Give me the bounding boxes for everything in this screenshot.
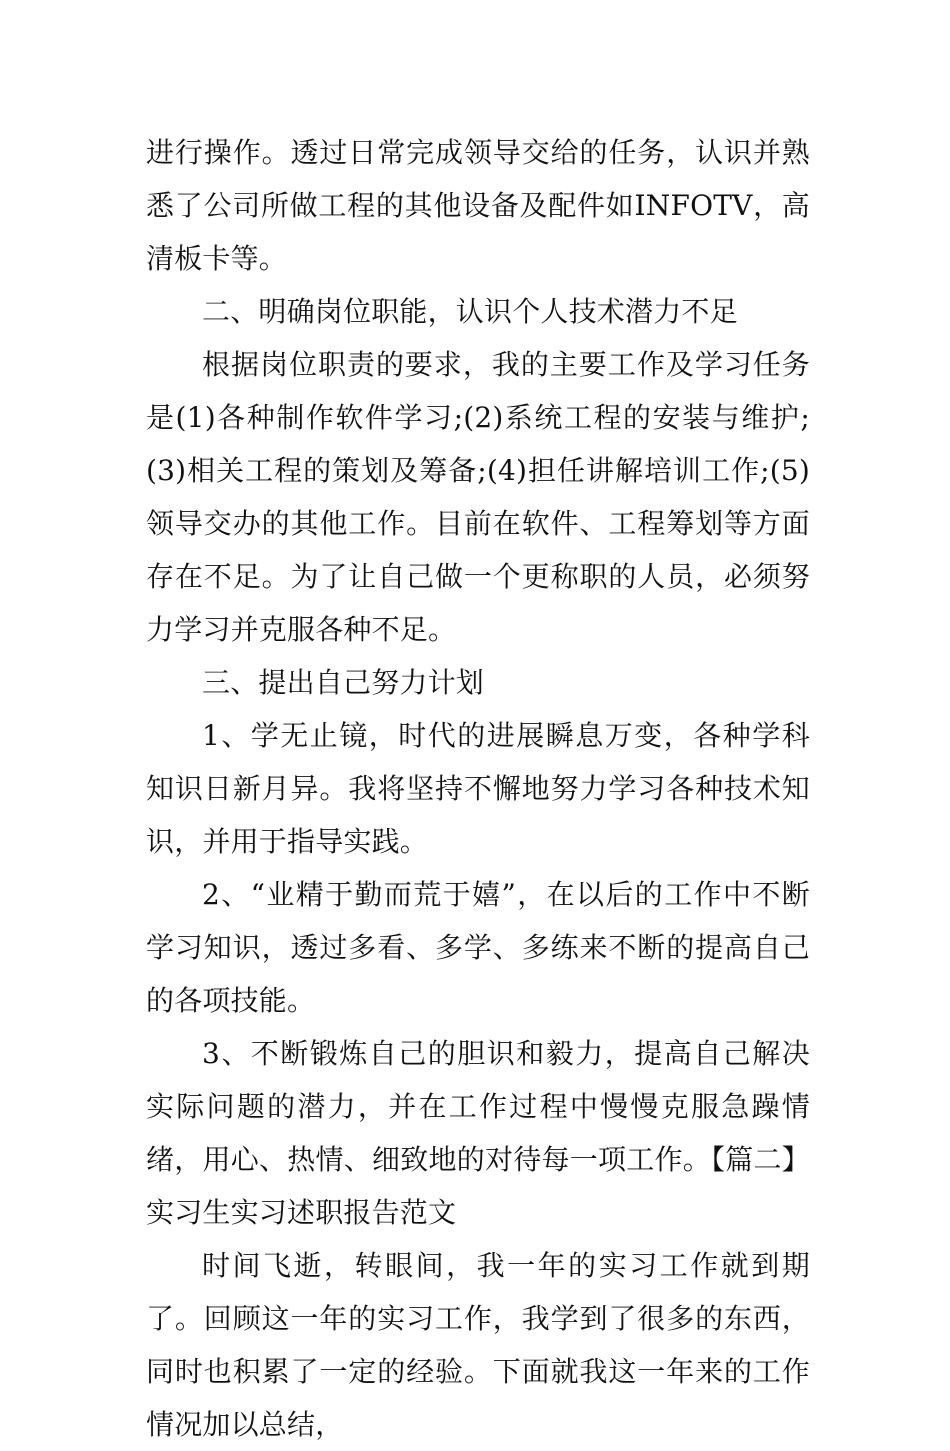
section-heading-three: 三、提出自己努力计划 xyxy=(202,666,485,699)
plan-item-2: 2、“业精于勤而荒于嬉”，在以后的工作中不断学习知识，透过多看、多学、多练来不断的提高自己的各项技能。 xyxy=(146,878,810,1017)
document-body xyxy=(146,126,810,1451)
plan-item-1: 1、学无止镜，时代的进展瞬息万变，各种学科知识日新月异。我将坚持不懈地努力学习各种技术知识，并用于指导实践。 xyxy=(146,719,810,858)
paragraph-second-report-intro: 时间飞逝，转眼间，我一年的实习工作就到期了。回顾这一年的实习工作，我学到了很多的东西，同时也积累了一定的经验。下面就我这一年来的工作情况加以总结， xyxy=(146,1249,810,1441)
paragraph-intro-continuation: 进行操作。透过日常完成领导交给的任务，认识并熟悉了公司所做工程的其他设备及配件如INFOTV，高清板卡等。 xyxy=(146,136,810,275)
plan-item-3: 3、不断锻炼自己的胆识和毅力，提高自己解决实际问题的潜力，并在工作过程中慢慢克服急躁情绪，用心、热情、细致地的对待每一项工作。【篇二】实习生实习述职报告范文 xyxy=(146,1037,810,1229)
paragraph-job-duties: 根据岗位职责的要求，我的主要工作及学习任务是(1)各种制作软件学习;(2)系统工程的安装与维护;(3)相关工程的策划及筹备;(4)担任讲解培训工作;(5)领导交办的其他工作。目前在软件、工程筹划等方面存在不足。为了让自己做一个更称职的人员，必须努力学习并克服各种不足。 xyxy=(146,348,810,646)
section-heading-two: 二、明确岗位职能，认识个人技术潜力不足 xyxy=(202,295,738,328)
